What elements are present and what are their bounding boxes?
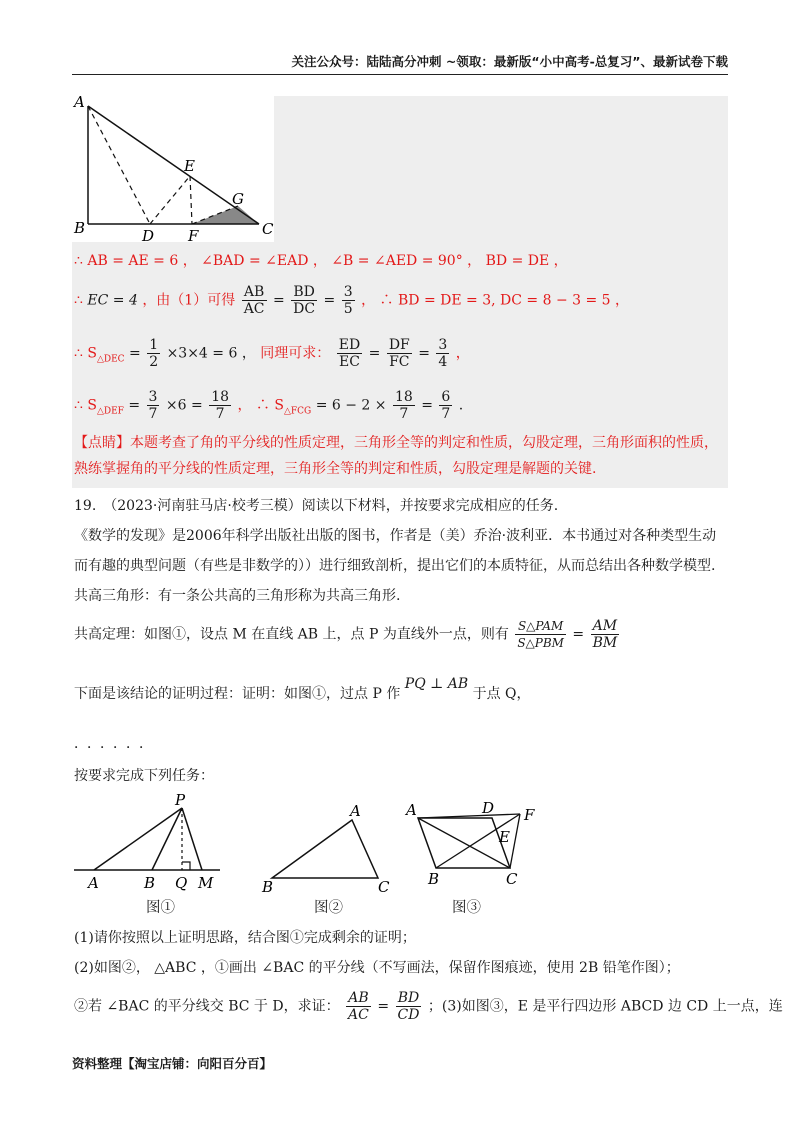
question-3-eq: =: [377, 998, 390, 1015]
line4-frac-1-num: 3: [148, 389, 158, 405]
proof-pre: 下面是该结论的证明过程：证明：如图①，过点 P 作: [74, 686, 401, 702]
fig2-label-b: B: [262, 878, 274, 894]
fig1-label-b: B: [144, 874, 156, 892]
line4-mid-1: ×6 =: [165, 397, 203, 414]
line4-eq: =: [128, 397, 141, 414]
line4-frac-1: [147, 389, 160, 422]
line4-frac-2-num: 18: [211, 389, 230, 405]
line2-eq-2: =: [323, 292, 336, 309]
line4-frac-3-den: 7: [399, 406, 409, 422]
fig3-label-b: B: [428, 870, 440, 888]
proof-dots: ．．．．．．: [74, 736, 159, 752]
fig1-segment-pb: [152, 808, 182, 870]
line3-frac-4: [436, 337, 449, 370]
page-footer: [72, 1054, 272, 1072]
solution-line-3: [74, 337, 470, 370]
theorem-pre: 共高定理：如图①，设点 M 在直线 AB 上，点 P 为直线外一点，则有: [74, 626, 509, 643]
question-3-line: [74, 990, 783, 1023]
label-e: E: [184, 157, 195, 175]
fig1-label-q: Q: [175, 874, 188, 892]
question-3-pre: ②若 ∠BAC 的平分线交 BC 于 D，求证：: [74, 998, 340, 1015]
line3-frac-4-den: 4: [438, 354, 448, 370]
line2-frac-3-den: 5: [343, 301, 353, 317]
line2-frac-1-num: AB: [242, 284, 267, 301]
question-1: (1)请你按照以上证明思路，结合图①完成剩余的证明；: [74, 930, 416, 946]
label-f: F: [188, 227, 199, 242]
figure-1: [72, 790, 232, 894]
segment-de: [150, 176, 190, 224]
figure-top-svg: [72, 96, 274, 242]
line2-mid: ，由（1）可得: [142, 292, 236, 309]
fig3-diagonal-ac: [418, 818, 510, 868]
line4-frac-3: [393, 389, 415, 422]
line2-pre: ∴: [74, 292, 83, 309]
line3-frac-1-den: 2: [149, 354, 159, 370]
line4-frac-4-num: 6: [441, 389, 451, 405]
question-3-frac-1: [346, 990, 371, 1023]
line2-frac-2-den: DC: [293, 301, 316, 317]
fig2-triangle: [272, 820, 378, 878]
line4-frac-4: [439, 389, 452, 422]
line3-post: ，: [455, 345, 470, 362]
problem-paragraph-1: 《数学的发现》是2006年科学出版社出版的图书，作者是（美）乔治·波利亚．本书通过对各种类型生动: [74, 528, 717, 544]
tasks-heading: 按要求完成下列任务：: [74, 768, 214, 784]
theorem-frac-1: [515, 618, 566, 651]
line3-frac-1: [147, 337, 160, 370]
fig3-label-c: C: [506, 870, 518, 888]
line2-frac-1: [242, 284, 267, 317]
theorem-eq: =: [572, 626, 585, 643]
question-2: (2)如图②， △ABC ，①画出 ∠BAC 的平分线（不写画法，保留作图痕迹，使用 2B 铅笔作图）；: [74, 960, 680, 976]
line2-frac-2: [291, 284, 317, 317]
fig1-segment-pa: [94, 808, 182, 870]
solution-line-1: [74, 251, 568, 271]
figure-2: [258, 800, 398, 894]
line2-post: ， ∴ BD = DE = 3, DC = 8 − 3 = 5 ，: [361, 292, 630, 309]
solution-line-2: [74, 284, 629, 317]
line3-frac-3-num: DF: [388, 337, 410, 353]
solution-line-1-text: ∴ AB = AE = 6 ， ∠BAD = ∠EAD ， ∠B = ∠AED = 90° ， BD = DE ，: [74, 253, 568, 269]
line3-sub: △DEC: [96, 354, 125, 365]
theorem-line: [74, 618, 734, 651]
page-header: [72, 54, 728, 75]
line4-frac-2-den: 7: [215, 406, 225, 422]
line4-frac-1-den: 7: [148, 406, 158, 422]
theorem-frac-2-num: AM: [591, 618, 620, 635]
label-a: A: [74, 96, 85, 111]
fig2-label-c: C: [378, 878, 390, 894]
line4-pre: ∴ S: [74, 397, 97, 414]
line3-eq-2: =: [418, 345, 430, 362]
fig3-label-d: D: [482, 799, 495, 817]
solution-line-4: [74, 389, 463, 422]
fig1-right-angle: [182, 862, 190, 870]
fig2-label-a: A: [350, 802, 361, 820]
line4-sub: △DEF: [96, 406, 124, 417]
line3-rest: ×3×4 = 6 ，: [166, 345, 256, 362]
label-c: C: [262, 220, 274, 238]
line2-frac-1-den: AC: [243, 301, 265, 317]
fig3-label-e: E: [499, 828, 510, 846]
label-d: D: [142, 227, 155, 242]
line3-frac-3: [387, 337, 412, 370]
figure-3: [402, 798, 552, 894]
fig3-segment-fc: [510, 814, 520, 868]
fig3-label-a: A: [406, 801, 417, 819]
line2-frac-3: [342, 284, 355, 317]
line2-frac-2-num: BD: [291, 284, 317, 301]
line3-mid: 同理可求：: [260, 345, 331, 362]
segment-ef: [190, 176, 192, 224]
line2-frac-3-num: 3: [343, 284, 353, 300]
fig1-label-a: A: [88, 874, 99, 892]
line3-frac-4-num: 3: [438, 337, 448, 353]
line4-eq-3: =: [421, 397, 433, 414]
question-3-frac-2-den: CD: [397, 1007, 420, 1023]
footer-text: 资料整理【淘宝店铺：向阳百分百】: [72, 1056, 273, 1071]
line4-frac-4-den: 7: [441, 406, 451, 422]
line3-eq: =: [129, 345, 141, 362]
question-3-frac-1-den: AC: [348, 1007, 369, 1023]
line4-frac-2: [209, 389, 231, 422]
line4-mid-2: ， ∴ S: [237, 397, 284, 414]
figure-top: [72, 96, 274, 242]
problem-paragraph-3: 共高三角形：有一条公共高的三角形称为共高三角形.: [74, 588, 401, 604]
fig1-segment-pm: [182, 808, 202, 870]
shaded-triangle: [192, 206, 259, 224]
line4-mid-3: = 6 − 2 ×: [315, 397, 387, 414]
line3-frac-2-den: EC: [338, 354, 360, 370]
question-3-post: ；(3)如图③，E 是平行四边形 ABCD 边 CD 上一点，连: [427, 998, 783, 1015]
line3-eq-1: =: [368, 345, 381, 362]
theorem-frac-2-den: BM: [592, 635, 618, 651]
problem-title: 19. （2023·河南驻马店·校考三模）阅读以下材料，并按要求完成相应的任务.: [74, 498, 559, 514]
line3-frac-2-num: ED: [338, 337, 361, 353]
line4-post: .: [458, 397, 464, 414]
proof-line: [74, 676, 734, 704]
fig3-label-f: F: [524, 806, 535, 824]
label-b: B: [74, 219, 86, 237]
problem-paragraph-2: 而有趣的典型问题（有些是非数学的））进行细致剖析，提出它们的本质特征，从而总结出各种数学模型.: [74, 558, 716, 574]
solution-comment: 【点睛】本题考查了角的平分线的性质定理，三角形全等的判定和性质，勾股定理，三角形面积的性质，熟练掌握角的平分线的性质定理，三角形全等的判定和性质，勾股定理是解题的关键.: [74, 435, 718, 477]
theorem-frac-1-num: S△PAM: [515, 618, 566, 635]
segment-ad: [88, 106, 150, 224]
line4-frac-3-num: 18: [394, 389, 413, 405]
question-3-frac-1-num: AB: [346, 990, 371, 1007]
question-3-frac-2: [396, 990, 422, 1023]
line3-frac-3-den: FC: [389, 354, 410, 370]
caption-figure-3: 图③: [452, 900, 481, 916]
line2-eq-1: =: [272, 292, 285, 309]
line3-frac-2: [337, 337, 362, 370]
header-text: 关注公众号：陆陆高分冲刺 ~领取：最新版“小中高考-总复习”、最新试卷下载: [291, 54, 728, 69]
line3-frac-1-num: 1: [149, 337, 159, 353]
line2-ec: EC = 4: [87, 292, 138, 309]
line3-pre: ∴ S: [74, 345, 97, 362]
caption-figure-1: 图①: [146, 900, 175, 916]
proof-post: 于点 Q，: [472, 686, 531, 702]
proof-mid: PQ ⊥ AB: [404, 676, 469, 692]
question-3-frac-2-num: BD: [396, 990, 422, 1007]
theorem-frac-1-den: S△PBM: [517, 636, 564, 650]
fig1-label-p: P: [175, 791, 186, 809]
theorem-frac-2: [591, 618, 620, 651]
label-g: G: [232, 190, 244, 208]
fig1-label-m: M: [198, 874, 214, 892]
caption-figure-2: 图②: [314, 900, 343, 916]
line4-sub-2: △FCG: [283, 406, 312, 417]
